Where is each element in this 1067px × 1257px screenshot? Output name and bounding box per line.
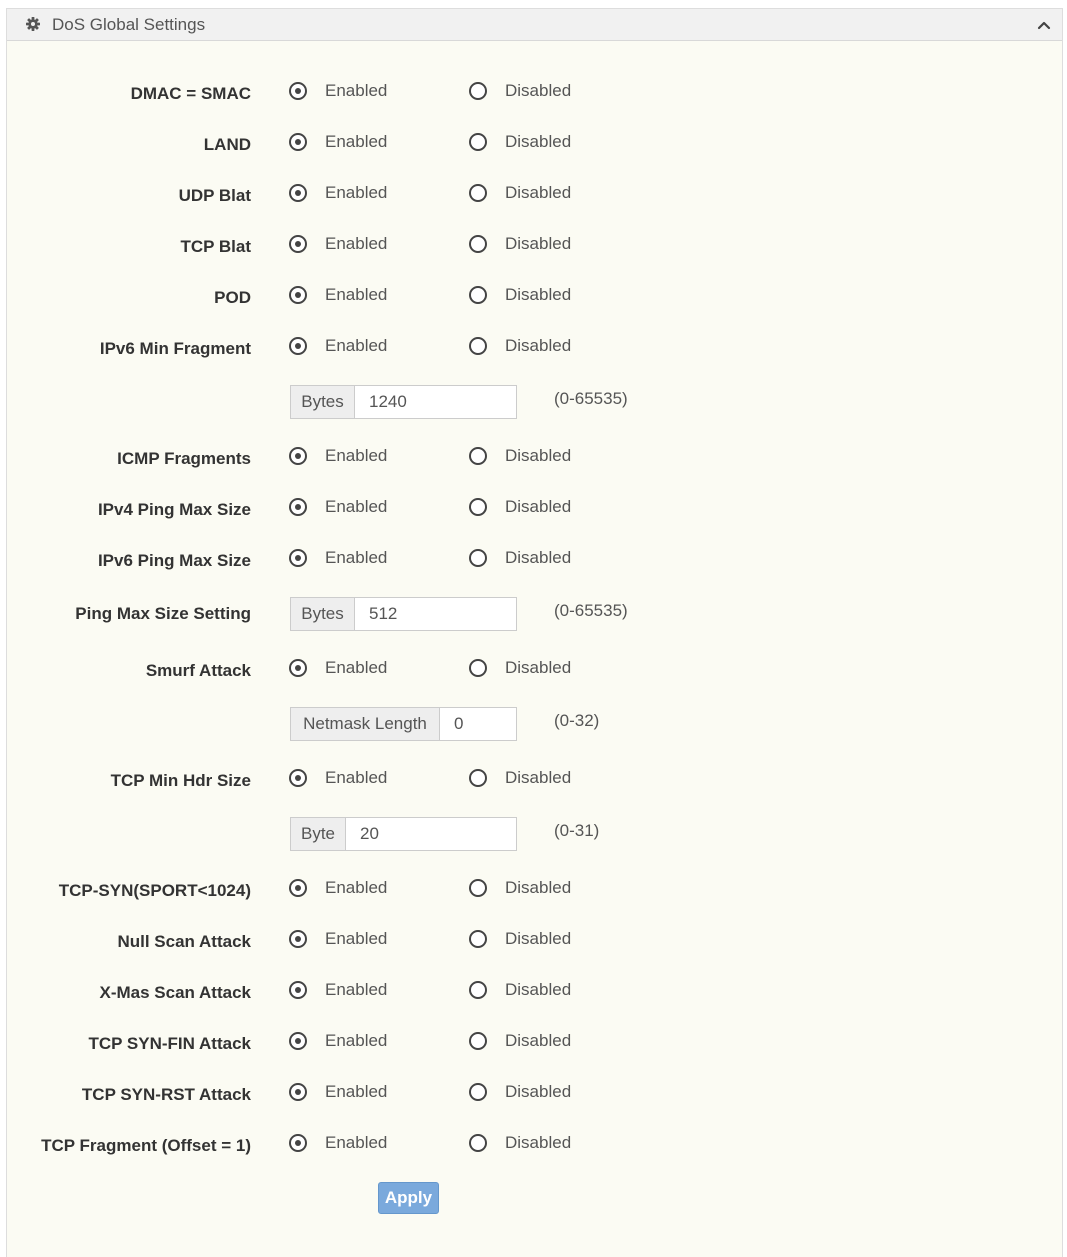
radio-unchecked-icon[interactable]	[469, 447, 487, 465]
tcp-min-hdr-byte-row	[7, 817, 1062, 851]
range-hint: (0-65535)	[554, 601, 628, 620]
setting-label: TCP SYN-RST Attack	[81, 1085, 251, 1104]
setting-row-land: LAND Enabled Disabled	[203, 132, 572, 154]
tcp-min-hdr-input-group	[290, 817, 517, 851]
gear-icon	[26, 17, 40, 31]
ipv6-min-fragment-input[interactable]	[355, 386, 516, 418]
radio-unchecked-icon[interactable]	[469, 1032, 487, 1050]
byte-addon: Byte	[291, 818, 346, 850]
ping-max-size-setting-row	[7, 597, 1062, 631]
setting-row-ipv4-ping-max-size: IPv4 Ping Max Size Enabled Disabled	[97, 497, 572, 519]
radio-checked-icon[interactable]	[289, 549, 307, 567]
setting-label: X-Mas Scan Attack	[99, 983, 251, 1002]
smurf-netmask-row	[7, 707, 1062, 741]
setting-row-xmas-scan-attack: X-Mas Scan Attack Enabled Disabled	[99, 980, 572, 1002]
setting-label: TCP-SYN(SPORT<1024)	[58, 881, 251, 900]
radio-unchecked-icon[interactable]	[469, 286, 487, 304]
panel-title: DoS Global Settings	[52, 15, 206, 34]
setting-row-ipv6-min-fragment: IPv6 Min Fragment Enabled Disabled	[99, 336, 572, 358]
setting-row-smurf-attack: Smurf Attack Enabled Disabled	[145, 658, 572, 680]
setting-row-null-scan-attack: Null Scan Attack Enabled Disabled	[117, 929, 572, 951]
radio-checked-icon[interactable]	[289, 1032, 307, 1050]
radio-unchecked-icon[interactable]	[469, 1134, 487, 1152]
setting-row-tcp-blat: TCP Blat Enabled Disabled	[180, 234, 572, 256]
radio-checked-icon[interactable]	[289, 498, 307, 516]
setting-label: Ping Max Size Setting	[75, 604, 251, 623]
setting-row-tcp-syn-rst-attack: TCP SYN-RST Attack Enabled Disabled	[81, 1082, 572, 1104]
setting-row-tcp-syn-fin-attack: TCP SYN-FIN Attack Enabled Disabled	[88, 1031, 572, 1053]
radio-checked-icon[interactable]	[289, 133, 307, 151]
radio-unchecked-icon[interactable]	[469, 184, 487, 202]
setting-label: TCP Fragment (Offset = 1)	[41, 1136, 251, 1155]
dos-global-settings-panel	[6, 8, 1063, 1257]
range-hint: (0-31)	[554, 821, 600, 840]
setting-label: TCP Blat	[180, 237, 251, 256]
setting-row-icmp-fragments: ICMP Fragments Enabled Disabled	[117, 446, 572, 468]
setting-row-ipv6-ping-max-size: IPv6 Ping Max Size Enabled Disabled	[97, 548, 572, 570]
setting-label: UDP Blat	[178, 186, 251, 205]
radio-unchecked-icon[interactable]	[469, 82, 487, 100]
radio-checked-icon[interactable]	[289, 769, 307, 787]
setting-label: IPv4 Ping Max Size	[97, 500, 251, 519]
netmask-length-addon: Netmask Length	[291, 708, 440, 740]
setting-label: IPv6 Ping Max Size	[97, 551, 251, 570]
radio-checked-icon[interactable]	[289, 659, 307, 677]
radio-unchecked-icon[interactable]	[469, 769, 487, 787]
radio-unchecked-icon[interactable]	[469, 930, 487, 948]
range-hint: (0-32)	[554, 711, 600, 730]
ping-max-size-input[interactable]	[355, 598, 516, 630]
radio-checked-icon[interactable]	[289, 184, 307, 202]
setting-row-udp-blat: UDP Blat Enabled Disabled	[178, 183, 572, 205]
radio-checked-icon[interactable]	[289, 930, 307, 948]
setting-label: Smurf Attack	[145, 661, 251, 680]
radio-unchecked-icon[interactable]	[469, 549, 487, 567]
setting-label: DMAC = SMAC	[130, 84, 251, 103]
radio-checked-icon[interactable]	[289, 337, 307, 355]
radio-checked-icon[interactable]	[289, 981, 307, 999]
radio-unchecked-icon[interactable]	[469, 498, 487, 516]
setting-label: IPv6 Min Fragment	[99, 339, 251, 358]
ipv6-min-fragment-bytes-row	[7, 385, 1062, 419]
tcp-min-hdr-input[interactable]	[346, 818, 516, 850]
radio-checked-icon[interactable]	[289, 82, 307, 100]
radio-unchecked-icon[interactable]	[469, 133, 487, 151]
radio-checked-icon[interactable]	[289, 447, 307, 465]
bytes-addon: Bytes	[291, 386, 355, 418]
setting-label: TCP SYN-FIN Attack	[88, 1034, 251, 1053]
panel-header	[7, 9, 1062, 41]
radio-unchecked-icon[interactable]	[469, 337, 487, 355]
ping-max-size-input-group	[290, 597, 517, 631]
radio-unchecked-icon[interactable]	[469, 981, 487, 999]
bytes-addon: Bytes	[291, 598, 355, 630]
radio-unchecked-icon[interactable]	[469, 235, 487, 253]
setting-row-tcp-min-hdr-size: TCP Min Hdr Size Enabled Disabled	[110, 768, 572, 790]
radio-checked-icon[interactable]	[289, 1134, 307, 1152]
setting-row-tcp-fragment-offset: TCP Fragment (Offset = 1) Enabled Disabled	[41, 1133, 572, 1155]
setting-row-tcp-syn-sport: TCP-SYN(SPORT<1024) Enabled Disabled	[58, 878, 572, 900]
setting-label: ICMP Fragments	[117, 449, 251, 468]
radio-unchecked-icon[interactable]	[469, 879, 487, 897]
netmask-length-input[interactable]	[440, 708, 516, 740]
ipv6-min-fragment-input-group	[290, 385, 517, 419]
radio-unchecked-icon[interactable]	[469, 659, 487, 677]
setting-label: TCP Min Hdr Size	[110, 771, 251, 790]
setting-label: POD	[214, 288, 251, 307]
chevron-up-icon[interactable]	[1036, 17, 1052, 33]
setting-label: LAND	[203, 135, 251, 154]
radio-checked-icon[interactable]	[289, 879, 307, 897]
radio-checked-icon[interactable]	[289, 286, 307, 304]
radio-unchecked-icon[interactable]	[469, 1083, 487, 1101]
range-hint: (0-65535)	[554, 389, 628, 408]
apply-button[interactable]: Apply	[378, 1182, 439, 1214]
setting-row-pod: POD Enabled Disabled	[214, 285, 572, 307]
radio-checked-icon[interactable]	[289, 1083, 307, 1101]
radio-checked-icon[interactable]	[289, 235, 307, 253]
smurf-netmask-input-group	[290, 707, 517, 741]
setting-label: Null Scan Attack	[117, 932, 251, 951]
setting-row-dmac-smac: DMAC = SMAC Enabled Disabled	[130, 81, 572, 103]
